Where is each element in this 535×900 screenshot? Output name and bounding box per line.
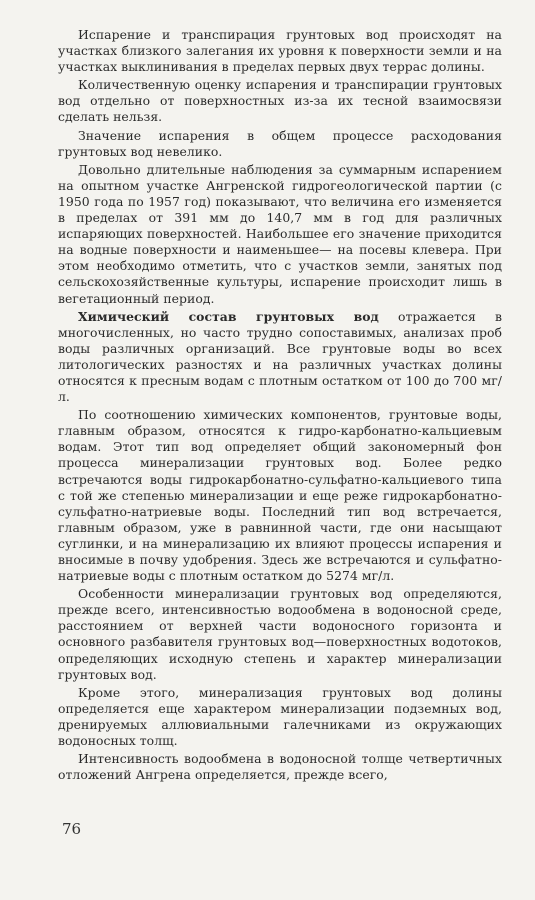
paragraph-chemical-composition	[58, 309, 502, 406]
page-number: 76	[62, 820, 82, 838]
paragraph-component-ratio: По соотношению химических компонентов, грунтовые воды, главным образом, относятся к гидро-карбонатно-кальциевым водам. Этот тип вод определяет общий закономерный фон процесса минерализации грунтовых вод. Более редко встречаются воды гидрокарбонатно-сульфатно-кальциевого типа с той же степенью минерализации и еще реже гидрокарбонатно-сульфатно-натриевые воды. Последний тип вод встречается, главным образом, уже в равнинной части, где они насыщают суглинки, и на минерализацию их влияют процессы испарения и вносимые в почву удобрения. Здесь же встречаются и сульфатно-натриевые воды с плотным остатком до 5274 мг/л.	[58, 407, 502, 584]
page-body	[58, 27, 502, 785]
paragraph-evaporation-significance: Значение испарения в общем процессе расходования грунтовых вод невелико.	[58, 127, 502, 159]
chemical-composition-text: отражается в многочисленных, но часто трудно сопоставимых, анализах проб воды различных организаций. Все грунтовые воды во всех литологических разностях и на различных участках долины относятся к пресным водам с плотным остатком от 100 до 700 мг/л.	[58, 308, 502, 405]
paragraph-observations: Довольно длительные наблюдения за суммарным испарением на опытном участке Ангренской гидрогеологической партии (с 1950 года по 1957 год) показывают, что величина его изменяется в пределах от 391 мм до 140,7 мм в год для различных испаряющих поверхностей. Наибольшее его значение приходится на водные поверхности и наименьшее— на посевы клевера. При этом необходимо отметить, что с участков земли, занятых под сельскохозяйственные культуры, испарение происходит лишь в вегетационный период.	[58, 161, 502, 306]
chemical-composition-heading: Химический состав грунтовых вод	[78, 308, 379, 324]
paragraph-mineralization-features: Особенности минерализации грунтовых вод определяются, прежде всего, интенсивностью водообмена в водоносной среде, расстоянием от верхней части водоносного горизонта и основного разбавителя грунтовых вод—поверхностных водотоков, определяющих исходную степень и характер минерализации грунтовых вод.	[58, 586, 502, 682]
paragraph-additional-mineralization: Кроме этого, минерализация грунтовых вод долины определяется еще характером минерализации подземных вод, дренируемых аллювиальными галечниками из окружающих водоносных толщ.	[58, 684, 502, 749]
paragraph-evaporation-intro: Испарение и транспирация грунтовых вод происходят на участках близкого залегания их уровня к поверхности земли и на участках выклинивания в пределах первых двух террас долины.	[58, 27, 502, 75]
paragraph-quantitative-assessment: Количественную оценку испарения и транспирации грунтовых вод отдельно от поверхностных из-за их тесной взаимосвязи сделать нельзя.	[58, 77, 502, 125]
paragraph-water-exchange: Интенсивность водообмена в водоносной толще четвертичных отложений Ангрена определяется, прежде всего,	[58, 751, 502, 783]
